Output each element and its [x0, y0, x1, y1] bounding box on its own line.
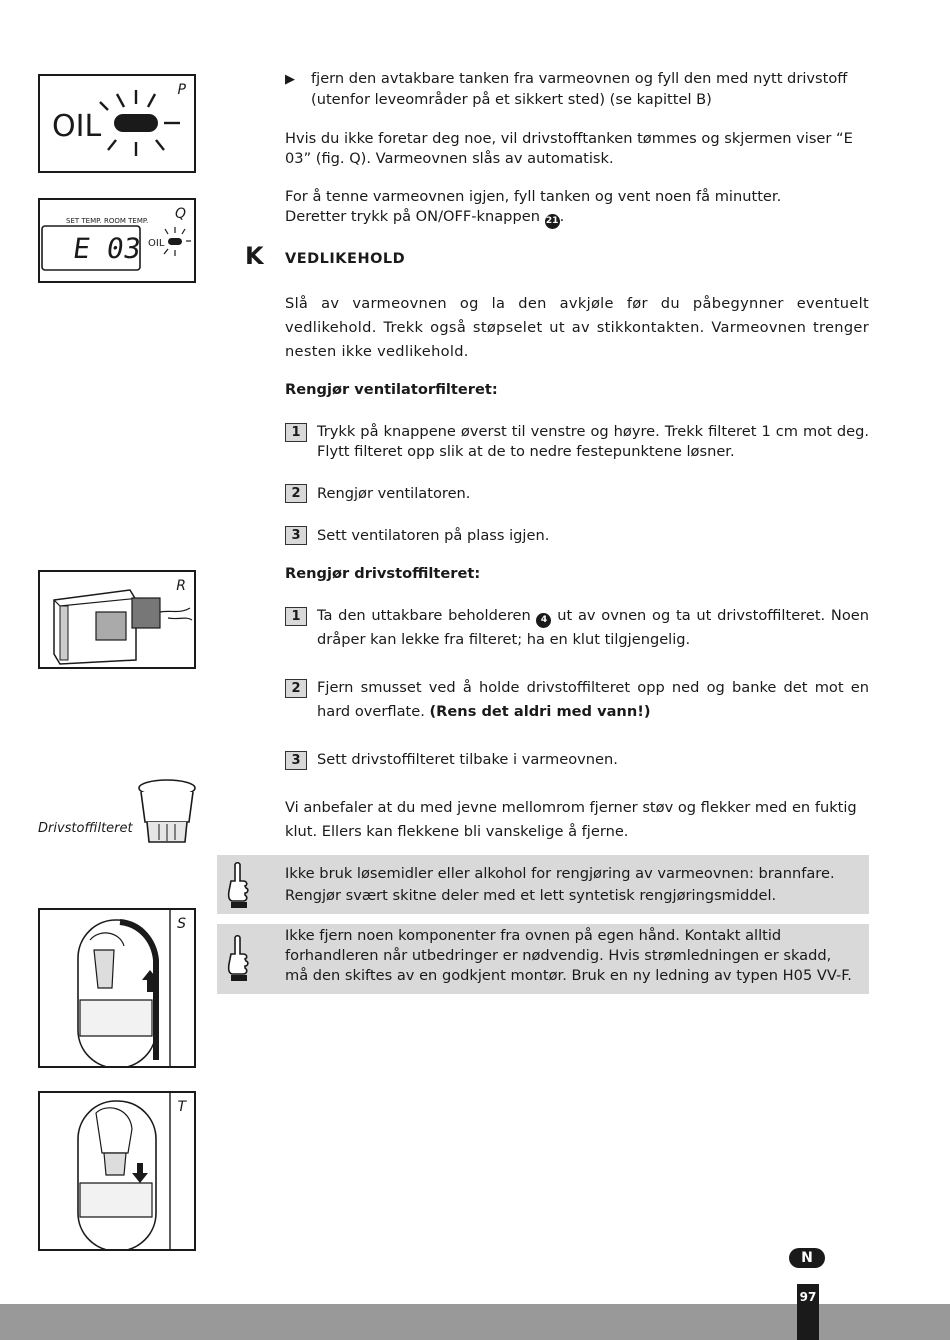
step-text-part: Ta den uttakbare beholderen [317, 607, 531, 624]
safety-note [217, 924, 869, 994]
step-number: 2 [285, 484, 307, 503]
warning-hand-icon [225, 934, 251, 982]
figure-letter: T [177, 1099, 186, 1115]
step-text [317, 676, 869, 724]
section-title: VEDLIKEHOLD [285, 251, 406, 267]
step-text-part: ut av ovnen og ta ut drivstoffilteret. Noen dråper kan lekke fra filteret; ha en klut tilgjengelig. [317, 607, 870, 648]
step-text-part: Fjern smusset ved å holde drivstoffilteret opp ned og banke det mot en hard overflate. [317, 679, 869, 720]
fuel-filter-icon [135, 778, 199, 846]
figure-letter: R [176, 578, 186, 594]
language-label: N [801, 1250, 813, 1266]
figure-q [38, 198, 196, 283]
step-text [317, 604, 869, 652]
paragraph-line: 03” (fig. Q). Varmeovnen slås av automatisk. [285, 150, 614, 167]
empty-tank-paragraph [285, 129, 869, 169]
error-display-illustration [40, 200, 194, 281]
step-text: Sett drivstoffilteret tilbake i varmeovnen. [317, 751, 618, 768]
step-text: Rengjør ventilatoren. [317, 485, 471, 502]
step-number: 3 [285, 751, 307, 770]
restart-text: Deretter trykk på ON/OFF-knappen [285, 208, 540, 225]
maintenance-intro: Slå av varmeovnen og la den avkjøle før du påbegynner eventuelt vedlikehold. Trekk også støpselet ut av stikkontakten. Varmeovnen trenger nesten ikke vedlikehold. [285, 295, 869, 360]
step-text: Sett ventilatoren på plass igjen. [317, 527, 550, 544]
restart-paragraph [285, 187, 869, 229]
note-text: Ikke bruk løsemidler eller alkohol for rengjøring av varmeovnen: brannfare. Rengjør svært skitne deler med et lett syntetisk rengjøringsmiddel. [285, 865, 835, 904]
figure-letter: P [177, 82, 186, 98]
oil-small-label: OIL [148, 238, 165, 249]
safety-note [217, 855, 869, 914]
restart-end: . [559, 208, 565, 225]
figure-r [38, 570, 196, 669]
page-number-tab [797, 1284, 819, 1340]
figure-letter: S [177, 916, 186, 932]
step-text: Trykk på knappene øverst til venstre og høyre. Trekk filteret 1 cm mot deg. Flytt filteret opp slik at de to nedre festepunktene løsner. [317, 423, 869, 460]
bullet-line: fjern den avtakbare tanken fra varmeovnen og fyll den med nytt drivstoff [311, 70, 848, 87]
page-number: 97 [799, 1290, 817, 1304]
figure-s [38, 908, 196, 1068]
step-number: 3 [285, 526, 307, 545]
fuel-filter-heading: Rengjør drivstoffilteret: [285, 565, 481, 582]
bullet-text [311, 69, 871, 110]
advice-paragraph: Vi anbefaler at du med jevne mellomrom fjerner støv og flekker med en fuktig klut. Ellers kan flekkene bli vanskelige å fjerne. [285, 799, 857, 840]
set-temp-label: SET TEMP. [66, 217, 102, 225]
figure-t [38, 1091, 196, 1251]
fan-filter-illustration [40, 572, 194, 667]
figure-p [38, 74, 196, 173]
bullet-line: (utenfor leveområder på et sikkert sted) (se kapittel B) [311, 91, 712, 108]
figure-letter: Q [174, 206, 186, 222]
oil-display-text: OIL [52, 109, 102, 144]
language-badge [789, 1248, 825, 1268]
warning-hand-icon [225, 861, 251, 909]
section-letter: K [245, 242, 264, 270]
error-code-text: E 03 [70, 232, 143, 265]
container-reference-badge: 4 [536, 613, 551, 628]
button-reference-badge: 21 [545, 214, 560, 229]
step-number: 2 [285, 679, 307, 698]
paragraph-line [285, 207, 869, 229]
paragraph-line: For å tenne varmeovnen igjen, fyll tanken og vent noen få minutter. [285, 188, 782, 205]
step-number: 1 [285, 607, 307, 626]
paragraph-line: Hvis du ikke foretar deg noe, vil drivstofftanken tømmes og skjermen viser “E [285, 130, 853, 147]
oil-warning-illustration [40, 76, 194, 171]
room-temp-label: ROOM TEMP. [104, 217, 149, 225]
fan-filter-heading: Rengjør ventilatorfilteret: [285, 381, 498, 398]
bullet-arrow-icon: ▶ [285, 72, 295, 87]
fuel-filter-caption: Drivstoffilteret [38, 821, 133, 836]
step-warning: (Rens det aldri med vann!) [429, 703, 651, 720]
note-text: Ikke fjern noen komponenter fra ovnen på egen hånd. Kontakt alltid forhandleren når utbedringer er nødvendig. Hvis strømledningen er skadd, må den skiftes av en godkjent montør. Bruk en ny ledning av typen H05 VV-F. [285, 927, 852, 984]
insert-filter-illustration [40, 1093, 194, 1249]
remove-filter-illustration [40, 910, 194, 1066]
step-number: 1 [285, 423, 307, 442]
